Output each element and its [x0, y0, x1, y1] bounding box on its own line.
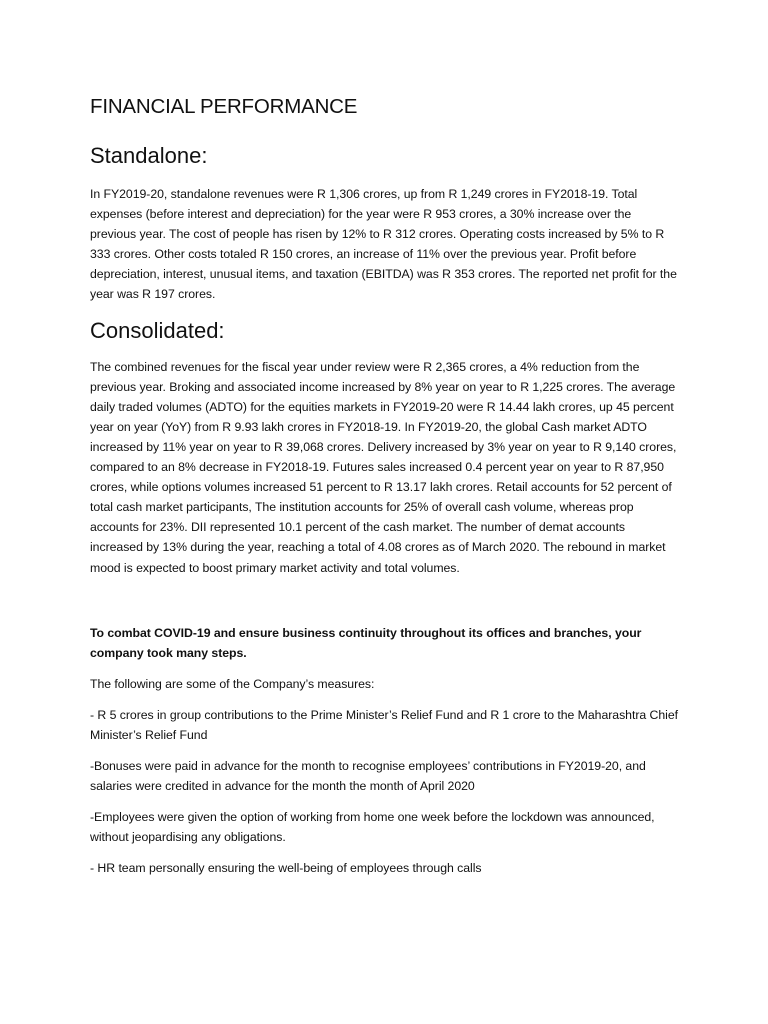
measures-lead: The following are some of the Company’s measures: — [90, 676, 375, 691]
measure-item: -Bonuses were paid in advance for the month to recognise employees’ contributions in FY2019-20, and salaries were credited in advance for the month the month of April 2020 — [90, 759, 646, 794]
measure-item: -Employees were given the option of working from home one week before the lockdown was announced, without jeopardising any obligations. — [90, 810, 655, 845]
consolidated-paragraph: The combined revenues for the fiscal year under review were R 2,365 crores, a 4% reduction from the previous year. Broking and associated income increased by 8% year on year to R 1,225 crores. The average daily traded volumes (ADTO) for the equities markets in FY2019-20 were R 14.44 lakh crores, up 45 percent year on year (YoY) from R 9.93 lakh crores in FY2018-19. In FY2019-20, the global Cash market ADTO increased by 11% year on year to R 39,068 crores. Delivery increased by 3% year on year to R 9,140 crores, compared to an 8% decrease in FY2018-19. Futures sales increased 0.4 percent year on year to R 87,950 crores, while options volumes increased 51 percent to R 13.17 lakh crores. Retail accounts for 52 percent of total cash market participants, The institution accounts for 25% of overall cash volume, whereas prop accounts for 23%. DII represented 10.1 percent of the cash market. The number of demat accounts increased by 13% during the year, reaching a total of 4.08 crores as of March 2020. The rebound in market mood is expected to boost primary market activity and total volumes. — [90, 359, 677, 575]
document-page — [90, 92, 680, 890]
covid-intro: To combat COVID-19 and ensure business continuity throughout its offices and branches, your company took many steps. — [90, 625, 642, 660]
standalone-paragraph: In FY2019-20, standalone revenues were R 1,306 crores, up from R 1,249 crores in FY2018-19. Total expenses (before interest and depreciation) for the year were R 953 crores, a 30% increase over the previous year. The cost of people has risen by 12% to R 312 crores. Operating costs increased by 5% to R 333 crores. Other costs totaled R 150 crores, an increase of 11% over the previous year. Profit before depreciation, interest, unusual items, and taxation (EBITDA) was R 353 crores. The reported net profit for the year was R 197 crores. — [90, 187, 677, 302]
page-title: FINANCIAL PERFORMANCE — [90, 95, 358, 118]
standalone-heading: Standalone: — [90, 143, 208, 168]
measure-item: - HR team personally ensuring the well-being of employees through calls — [90, 861, 482, 876]
consolidated-heading: Consolidated: — [90, 317, 225, 343]
measure-item: - R 5 crores in group contributions to the Prime Minister’s Relief Fund and R 1 crore to the Maharashtra Chief Minister’s Relief Fund — [90, 707, 678, 742]
